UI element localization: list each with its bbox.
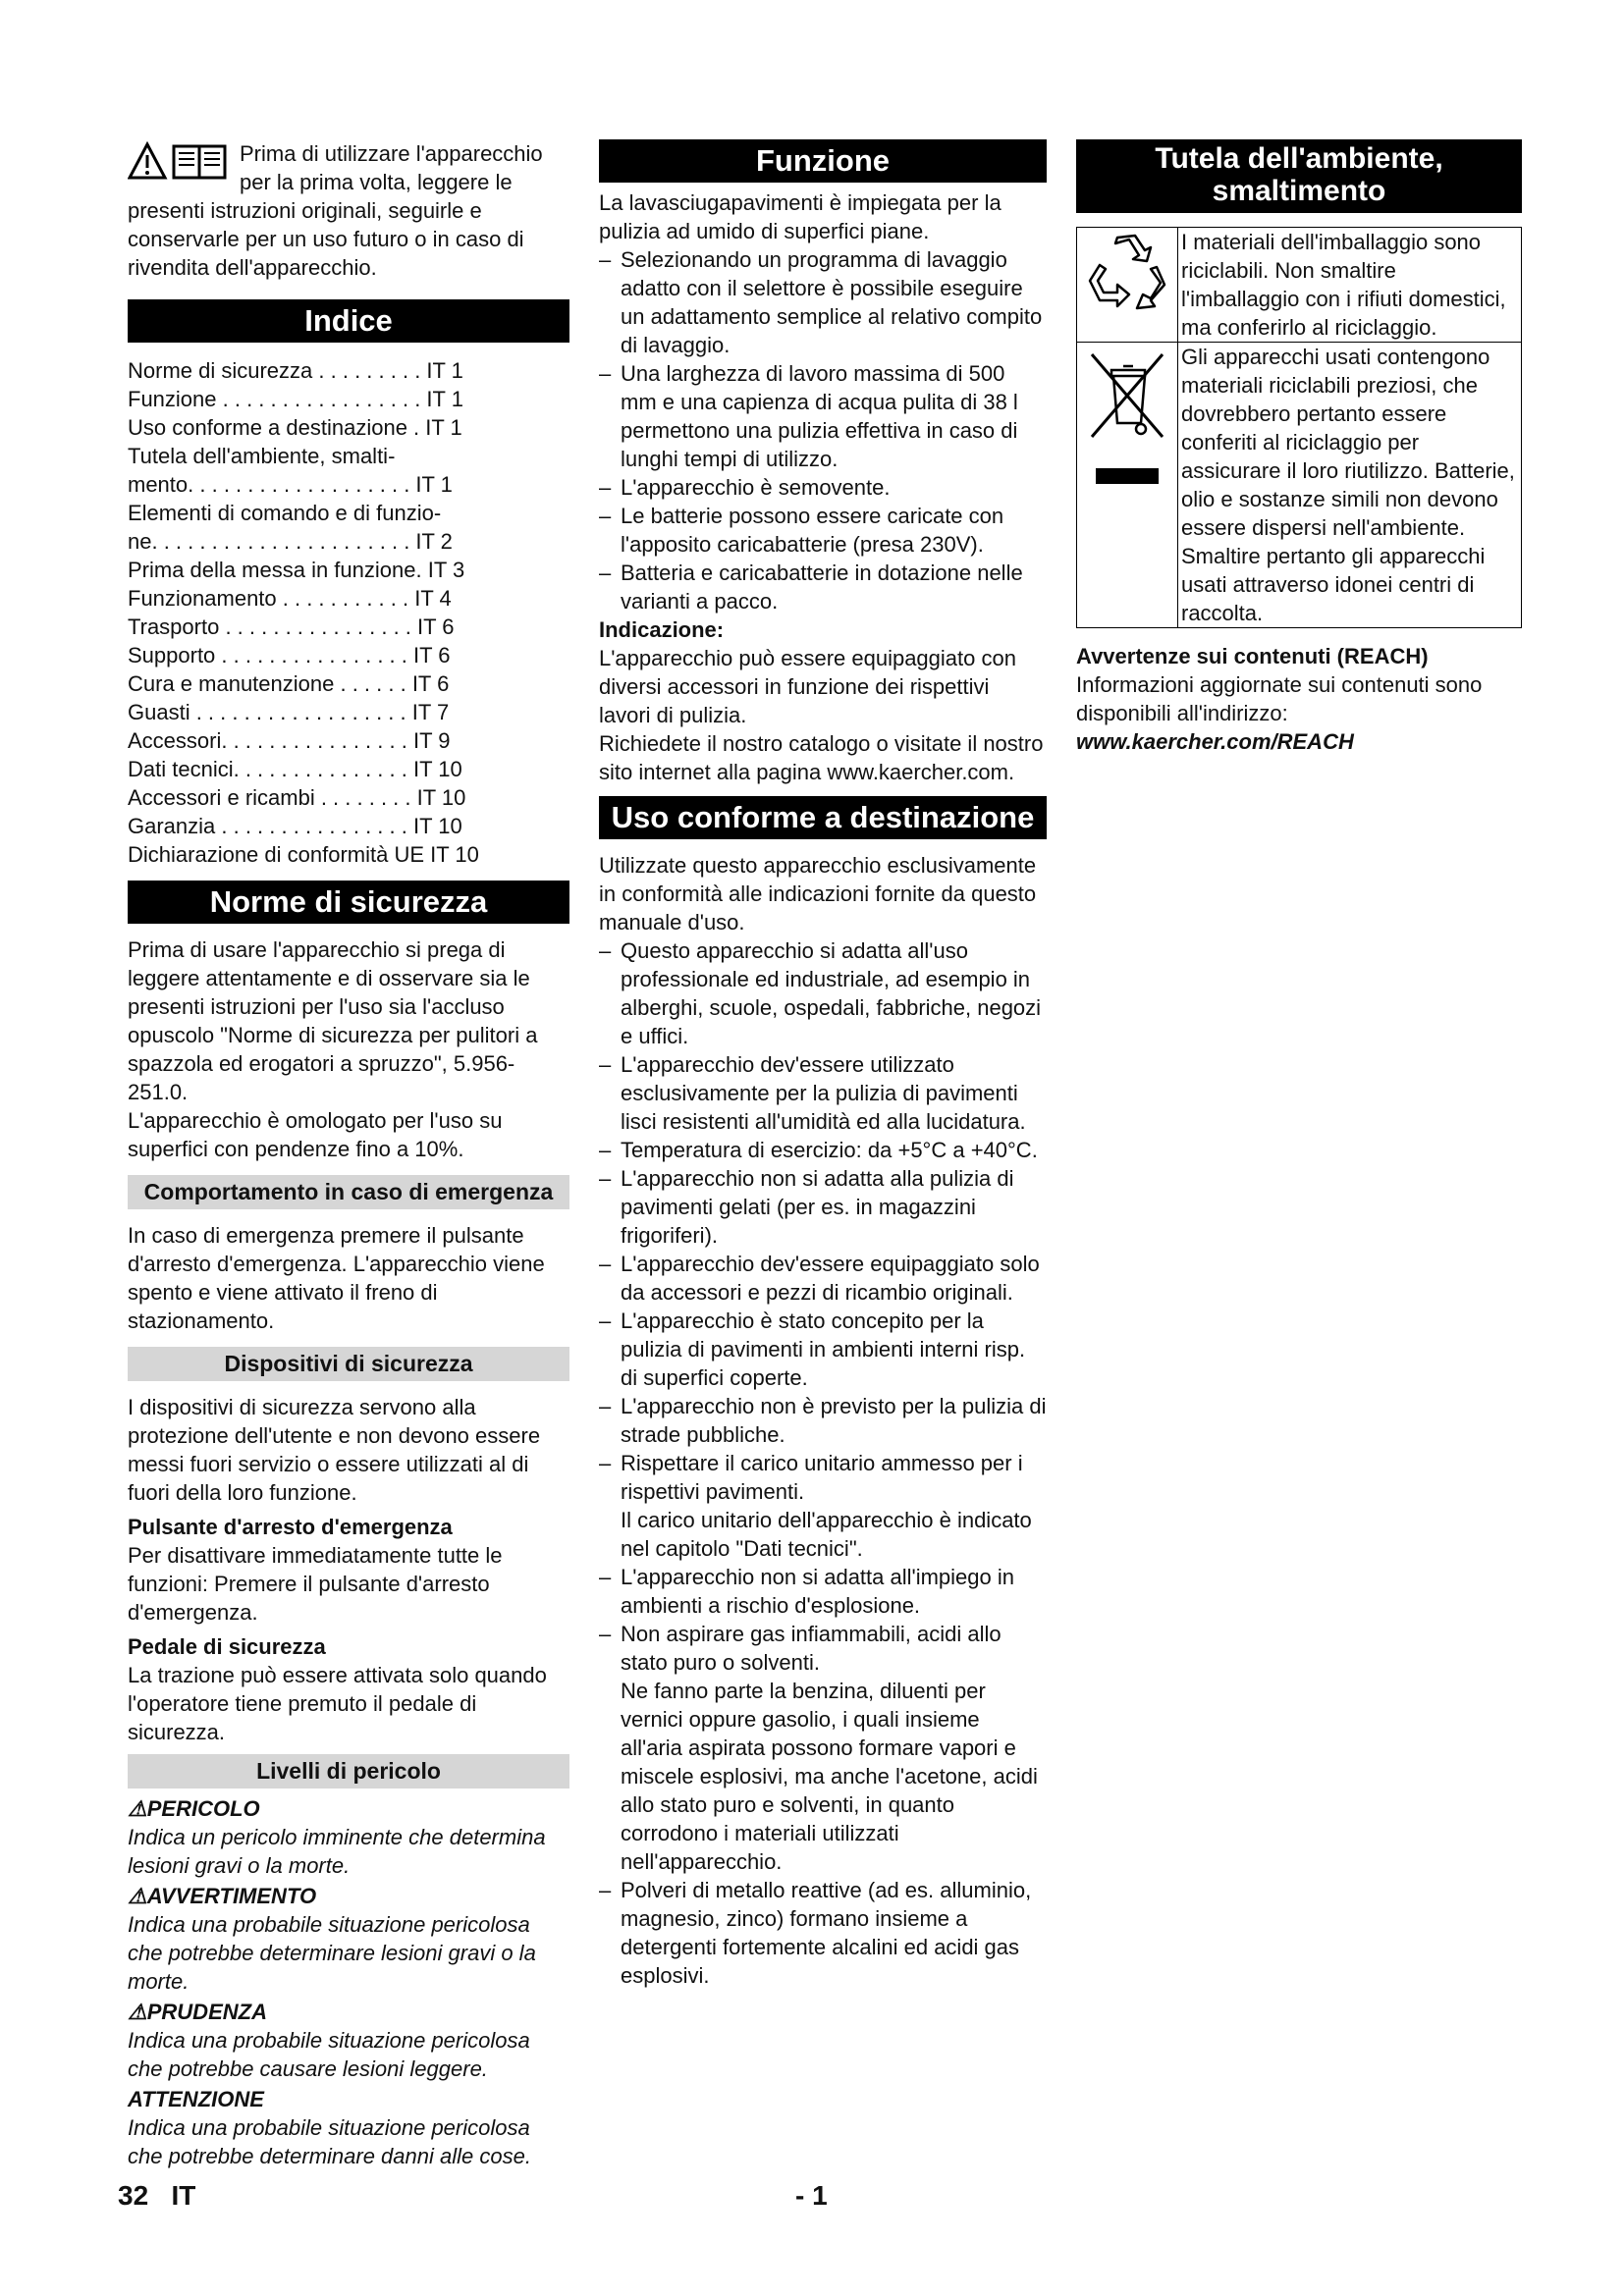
- indicazione-label: Indicazione:: [599, 617, 725, 642]
- list-item: – L'apparecchio non è previsto per la pulizia di strade pubbliche.: [599, 1394, 1047, 1447]
- intro-text: Prima di utilizzare l'apparecchio per la prima volta, leggere le presenti istruzioni originali, seguirle e conservarle per un uso futuro o in caso di rivendita dell'apparecchio.: [128, 141, 543, 280]
- list-item: – Le batterie possono essere caricate con l'apposito caricabatterie (presa 230V).: [599, 504, 1004, 557]
- toc-item[interactable]: Dichiarazione di conformità UE IT 10: [128, 842, 479, 867]
- language-code: IT: [171, 2180, 196, 2211]
- warning-triangle-icon: ⚠: [128, 2000, 147, 2024]
- list-item: – Una larghezza di lavoro massima di 500 mm e una capienza di acqua pulita di 38 l permettono una pulizia effettiva in caso di lunghi tempi di utilizzo.: [599, 361, 1018, 471]
- crossed-bin-icon: [1086, 348, 1168, 496]
- toc-item[interactable]: Uso conforme a destinazione . IT 1: [128, 415, 462, 440]
- toc-item[interactable]: Accessori. . . . . . . . . . . . . . . . IT 9: [128, 728, 451, 753]
- pedale-heading: Pedale di sicurezza: [128, 1634, 326, 1659]
- recycle-icon: [1086, 234, 1168, 312]
- emergenza-text: In caso di emergenza premere il pulsante d'arresto d'emergenza. L'apparecchio viene spento e viene attivato il freno di stazionamento.: [128, 1223, 545, 1333]
- pedale-text: La trazione può essere attivata solo quando l'operatore tiene premuto il pedale di sicurezza.: [128, 1663, 547, 1744]
- toc-list: [128, 356, 569, 869]
- norme-text-2: L'apparecchio è omologato per l'uso su superfici con pendenze fino a 10%.: [128, 1108, 503, 1161]
- toc-item[interactable]: ne. . . . . . . . . . . . . . . . . . . . . . IT 2: [128, 529, 453, 554]
- list-item: – Questo apparecchio si adatta all'uso professionale ed industriale, ad esempio in alberghi, scuole, ospedali, fabbriche, negozi e uffici.: [599, 938, 1042, 1048]
- pericolo-text: Indica un pericolo imminente che determina lesioni gravi o la morte.: [128, 1825, 546, 1878]
- list-item: – L'apparecchio dev'essere utilizzato esclusivamente per la pulizia di pavimenti lisci resistenti all'umidità ed alla lucidatura.: [599, 1052, 1026, 1134]
- list-item: – Batteria e caricabatterie in dotazione nelle varianti a pacco.: [599, 561, 1023, 614]
- table-row: [1077, 228, 1522, 343]
- uso-heading: Uso conforme a destinazione: [599, 796, 1047, 839]
- tutela-heading: Tutela dell'ambiente, smaltimento: [1076, 139, 1522, 213]
- intro-block: [128, 139, 569, 282]
- reach-text: Informazioni aggiornate sui contenuti sono disponibili all'indirizzo:: [1076, 672, 1483, 725]
- pericolo-label: PERICOLO: [146, 1796, 260, 1821]
- prudenza-label: PRUDENZA: [146, 2000, 267, 2024]
- toc-item[interactable]: Elementi di comando e di funzio-: [128, 501, 442, 525]
- toc-item[interactable]: Supporto . . . . . . . . . . . . . . . . IT 6: [128, 643, 451, 667]
- toc-item[interactable]: Accessori e ricambi . . . . . . . . IT 10: [128, 785, 466, 810]
- toc-item[interactable]: Garanzia . . . . . . . . . . . . . . . . IT 10: [128, 814, 462, 838]
- gas-note: Ne fanno parte la benzina, diluenti per vernici oppure gasolio, i quali insieme all'aria aspirata possono formare vapori e miscele esplosivi, ma anche l'acetone, acidi allo stato puro e solventi, in quanto corrodono i materiali utilizzati nell'apparecchio.: [621, 1679, 1038, 1874]
- list-item: – L'apparecchio dev'essere equipaggiato solo da accessori e pezzi di ricambio originali.: [599, 1252, 1040, 1305]
- packaging-text: I materiali dell'imballaggio sono riciclabili. Non smaltire l'imballaggio con i rifiuti domestici, ma conferirlo al riciclaggio.: [1178, 228, 1522, 343]
- footer-left: [118, 2181, 195, 2210]
- prudenza-label-row: [128, 1998, 569, 2026]
- avvertimento-text: Indica una probabile situazione pericolosa che potrebbe determinare lesioni gravi o la morte.: [128, 1912, 536, 1994]
- list-item: – L'apparecchio è semovente.: [599, 475, 891, 500]
- list-item: – Selezionando un programma di lavaggio adatto con il selettore è possibile eseguire un adattamento semplice al relativo compito di lavaggio.: [599, 247, 1043, 357]
- attenzione-text: Indica una probabile situazione pericolosa che potrebbe determinare danni alle cose.: [128, 2115, 531, 2168]
- toc-item[interactable]: Funzione . . . . . . . . . . . . . . . . . IT 1: [128, 387, 463, 411]
- reach-link[interactable]: www.kaercher.com/REACH: [1076, 729, 1354, 754]
- recycle-icon-cell: [1077, 228, 1178, 343]
- toc-item[interactable]: Funzionamento . . . . . . . . . . . IT 4: [128, 586, 452, 611]
- page-number: 32: [118, 2180, 149, 2211]
- toc-item[interactable]: Dati tecnici. . . . . . . . . . . . . . . IT 10: [128, 757, 462, 781]
- uso-list: [599, 936, 1047, 1990]
- pulsante-text: Per disattivare immediatamente tutte le funzioni: Premere il pulsante d'arresto d'emergenza.: [128, 1543, 503, 1625]
- toc-item[interactable]: Cura e manutenzione . . . . . . IT 6: [128, 671, 450, 696]
- column-middle: [599, 139, 1047, 1990]
- toc-item[interactable]: Trasporto . . . . . . . . . . . . . . . . IT 6: [128, 614, 455, 639]
- norme-heading: Norme di sicurezza: [128, 881, 569, 924]
- pericolo-label-row: [128, 1794, 569, 1823]
- table-row: [1077, 343, 1522, 628]
- indice-heading: Indice: [128, 299, 569, 343]
- prudenza-text: Indica una probabile situazione pericolosa che potrebbe causare lesioni leggere.: [128, 2028, 530, 2081]
- dispositivi-text: I dispositivi di sicurezza servono alla protezione dell'utente e non devono essere messi fuori servizio o essere utilizzati al di fuori della loro funzione.: [128, 1395, 541, 1505]
- norme-text-1: Prima di usare l'apparecchio si prega di leggere attentamente e di osservare sia le presenti istruzioni per l'uso sia l'accluso opuscolo "Norme di sicurezza per pulitori a spazzola ed erogatori a spruzzo", 5.956-251.0.: [128, 937, 538, 1104]
- column-left: [128, 139, 569, 2170]
- list-item: – L'apparecchio è stato concepito per la pulizia di pavimenti in ambienti interni risp. di superfici coperte.: [599, 1308, 1026, 1390]
- livelli-heading: Livelli di pericolo: [128, 1754, 569, 1789]
- funzione-heading: Funzione: [599, 139, 1047, 183]
- catalogo-text: Richiedete il nostro catalogo o visitate il nostro sito internet alla pagina www.kaercher.com.: [599, 731, 1044, 784]
- column-right: [1076, 139, 1522, 756]
- toc-item[interactable]: mento. . . . . . . . . . . . . . . . . . . IT 1: [128, 472, 453, 497]
- list-item: – L'apparecchio non si adatta all'impiego in ambienti a rischio d'esplosione.: [599, 1565, 1014, 1618]
- warning-triangle-icon: ⚠: [128, 1884, 147, 1908]
- page-center-number: - 1: [795, 2180, 828, 2211]
- list-item: – Non aspirare gas infiammabili, acidi allo stato puro o solventi. Ne fanno parte la benzina, diluenti per vernici oppure gasolio, i quali insieme all'aria aspirata possono formare vapori e miscele esplosivi, ma anche l'acetone, acidi allo stato puro e solventi, in quanto corrodono i materiali utilizzati nell'apparecchio.: [599, 1620, 1047, 1876]
- reach-heading: Avvertenze sui contenuti (REACH): [1076, 644, 1429, 668]
- indicazione-text: L'apparecchio può essere equipaggiato con diversi accessori in funzione dei rispettivi lavori di pulizia.: [599, 646, 1016, 727]
- funzione-list: [599, 245, 1047, 615]
- toc-item[interactable]: Prima della messa in funzione. IT 3: [128, 558, 465, 582]
- uso-intro: Utilizzate questo apparecchio esclusivamente in conformità alle indicazioni fornite da questo manuale d'uso.: [599, 853, 1037, 934]
- tutela-table: [1076, 227, 1522, 628]
- list-item: – L'apparecchio non si adatta alla pulizia di pavimenti gelati (per es. in magazzini frigoriferi).: [599, 1166, 1014, 1248]
- dispositivi-heading: Dispositivi di sicurezza: [128, 1347, 569, 1381]
- emergenza-heading: Comportamento in caso di emergenza: [128, 1175, 569, 1209]
- avvertimento-label: AVVERTIMENTO: [146, 1884, 317, 1908]
- warning-triangle-icon: ⚠: [128, 1796, 147, 1821]
- warning-manual-icon: [128, 141, 234, 187]
- toc-item[interactable]: Tutela dell'ambiente, smalti-: [128, 444, 396, 468]
- list-item: – Rispettare il carico unitario ammesso per i rispettivi pavimenti. Il carico unitario dell'apparecchio è indicato nel capitolo "Dati tecnici".: [599, 1449, 1047, 1563]
- list-item: – Temperatura di esercizio: da +5°C a +40°C.: [599, 1138, 1038, 1162]
- attenzione-label: ATTENZIONE: [128, 2087, 264, 2111]
- list-item: – Polveri di metallo reattive (ad es. alluminio, magnesio, zinco) formano insieme a detergenti fortemente alcalini ed acidi gas esplosivi.: [599, 1878, 1032, 1988]
- toc-item[interactable]: Norme di sicurezza . . . . . . . . . IT 1: [128, 358, 463, 383]
- devices-text: Gli apparecchi usati contengono materiali riciclabili preziosi, che dovrebbero pertanto essere conferiti al riciclaggio per assicurare il loro riutilizzo. Batterie, olio e sostanze simili non devono essere dispersi nell'ambiente. Smaltire pertanto gli apparecchi usati attraverso idonei centri di raccolta.: [1178, 343, 1522, 628]
- avvertimento-label-row: [128, 1882, 569, 1910]
- carico-note: Il carico unitario dell'apparecchio è indicato nel capitolo "Dati tecnici".: [621, 1508, 1032, 1561]
- funzione-intro: La lavasciugapavimenti è impiegata per la pulizia ad umido di superfici piane.: [599, 190, 1001, 243]
- toc-item[interactable]: Guasti . . . . . . . . . . . . . . . . . . IT 7: [128, 700, 450, 724]
- wheelie-bin-icon-cell: [1077, 343, 1178, 628]
- pulsante-heading: Pulsante d'arresto d'emergenza: [128, 1515, 453, 1539]
